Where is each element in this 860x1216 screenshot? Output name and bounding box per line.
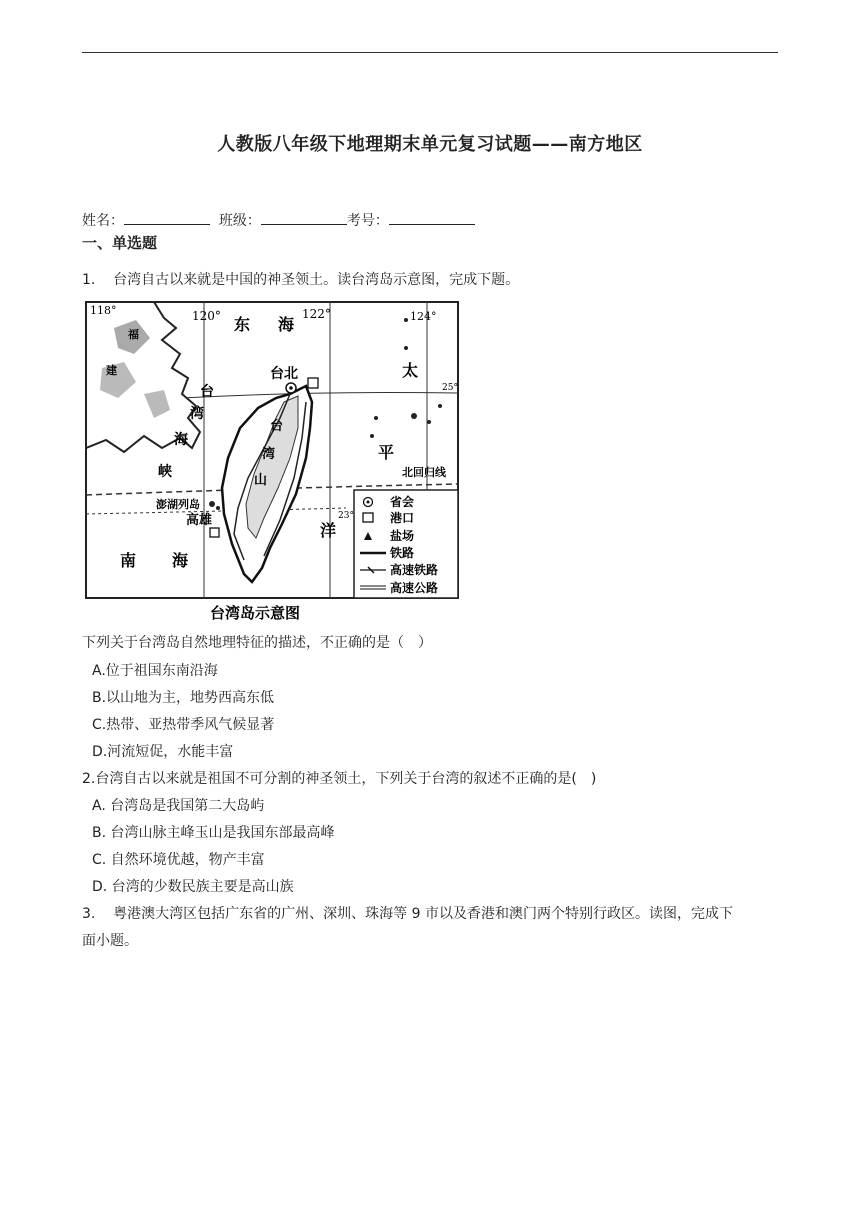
label-strait-2: 湾 <box>190 406 204 422</box>
label-strait-1: 台 <box>200 384 214 400</box>
question-2-stem: 2.台湾自古以来就是祖国不可分割的神圣领土，下列关于台湾的叙述不正确的是( ) <box>82 771 597 787</box>
exam-no-blank[interactable] <box>389 210 475 225</box>
label-east-sea-2: 海 <box>278 315 295 334</box>
legend-salt-label: 盐场 <box>390 529 415 543</box>
islet-1 <box>374 416 378 420</box>
islet-4 <box>427 420 431 424</box>
question-1-option-b[interactable]: B.以山地为主，地势西高东低 <box>92 690 275 706</box>
question-2-option-b[interactable]: B. 台湾山脉主峰玉山是我国东部最高峰 <box>92 825 335 841</box>
label-island-2: 湾 <box>262 447 276 462</box>
question-1-stem <box>82 270 519 290</box>
question-1-sub-stem: 下列关于台湾岛自然地理特征的描述，不正确的是（ ） <box>82 635 432 651</box>
name-blank[interactable] <box>124 210 210 225</box>
islet-3 <box>411 413 417 419</box>
label-pacific-1: 太 <box>402 361 419 380</box>
label-taipei: 台北 <box>270 366 298 382</box>
taiwan-map <box>84 298 461 620</box>
map-caption: 台湾岛示意图 <box>210 604 301 620</box>
label-kaohsiung: 高雄 <box>186 513 213 528</box>
question-2-option-a[interactable]: A. 台湾岛是我国第二大岛屿 <box>92 798 265 814</box>
islet-5 <box>438 404 442 408</box>
label-south-sea-2: 海 <box>172 551 189 570</box>
question-1-option-a[interactable]: A.位于祖国东南沿海 <box>92 663 218 679</box>
name-label: 姓名： <box>82 213 124 229</box>
lat-label-25: 25° <box>442 383 458 393</box>
label-strait-3: 海 <box>174 432 188 448</box>
label-pacific-2: 平 <box>378 443 395 462</box>
legend-port-symbol <box>363 513 373 522</box>
kaohsiung-port-marker <box>210 528 219 537</box>
question-3-number: 3. <box>82 906 96 922</box>
question-2-option-d[interactable]: D. 台湾的少数民族主要是高山族 <box>92 879 294 895</box>
islet-7 <box>404 346 408 350</box>
penghu-islet-2 <box>216 506 220 510</box>
label-strait-4: 峡 <box>158 464 172 480</box>
label-pacific-3: 洋 <box>320 521 337 540</box>
label-island-3: 山 <box>254 473 268 488</box>
header-rule <box>82 52 778 53</box>
islet-2 <box>370 434 374 438</box>
label-penghu: 澎湖列岛 <box>156 498 200 511</box>
islet-6 <box>404 318 408 322</box>
class-blank[interactable] <box>261 210 347 225</box>
label-fujian-1: 福 <box>128 328 139 341</box>
label-fujian-2: 建 <box>106 364 117 377</box>
question-1-option-c[interactable]: C.热带、亚热带季风气候显著 <box>92 717 275 733</box>
lon-label-120: 120° <box>192 309 221 323</box>
lon-label-118: 118° <box>90 304 117 317</box>
question-1-number: 1. <box>82 272 96 288</box>
class-label: 班级： <box>218 213 261 229</box>
question-2-option-c[interactable]: C. 自然环境优越，物产丰富 <box>92 852 265 868</box>
question-3-text: 粤港澳大湾区包括广东省的广州、深圳、珠海等 9 市以及香港和澳门两个特别行政区。读图，完成下 <box>113 906 733 922</box>
section-heading: 一、单选题 <box>82 234 158 252</box>
legend-capital-label: 省会 <box>390 495 415 509</box>
exam-no-label: 考号： <box>346 213 389 229</box>
question-1-option-d[interactable]: D.河流短促，水能丰富 <box>92 744 234 760</box>
page-title: 人教版八年级下地理期末单元复习试题——南方地区 <box>217 134 643 155</box>
lon-label-122: 122° <box>302 307 331 321</box>
legend-hsr-label: 高速铁路 <box>390 563 439 577</box>
penghu-islet <box>209 501 215 507</box>
question-3-stem-line2: 面小题。 <box>82 933 138 949</box>
question-3-stem-line1 <box>82 904 733 924</box>
student-info-line <box>82 210 475 231</box>
lat-label-23: 23° <box>338 511 354 521</box>
lon-label-124: 124° <box>410 310 437 323</box>
label-island-1: 台 <box>270 419 284 434</box>
legend-highway-label: 高速公路 <box>390 581 439 595</box>
legend-port-label: 港口 <box>390 511 415 525</box>
legend-railway-label: 铁路 <box>390 546 415 560</box>
label-south-sea-1: 南 <box>120 551 137 570</box>
label-tropic: 北回归线 <box>402 466 446 479</box>
label-east-sea-1: 东 <box>234 315 251 334</box>
question-1-text: 台湾自古以来就是中国的神圣领土。读台湾岛示意图，完成下题。 <box>113 272 520 288</box>
keelung-port-marker <box>308 378 318 388</box>
